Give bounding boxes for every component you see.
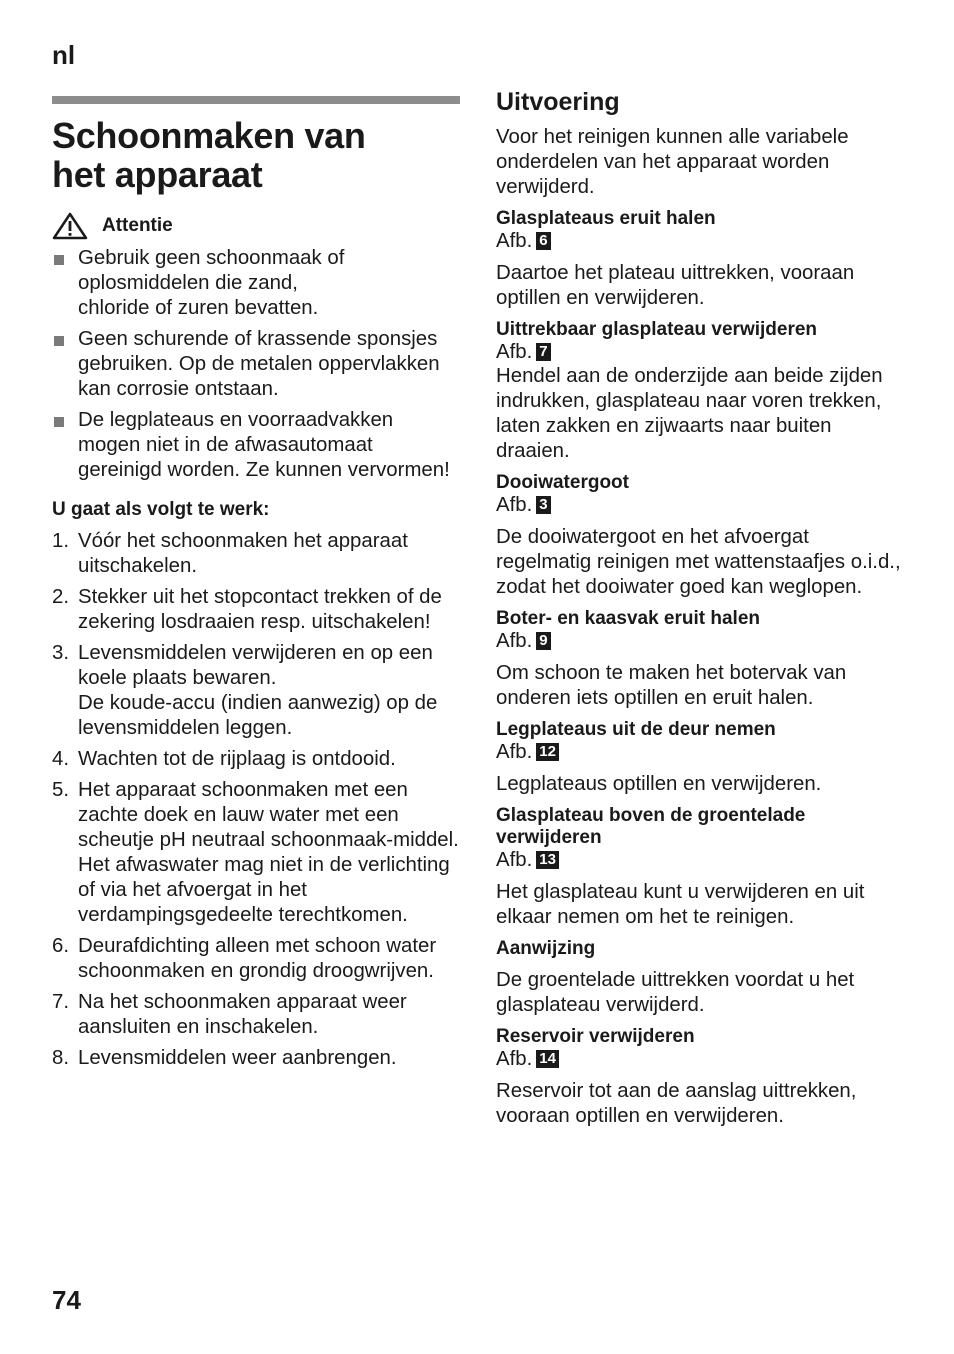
figure-number-badge: 6	[536, 232, 550, 250]
step-text: Wachten tot de rijplaag is ontdooid.	[78, 748, 396, 770]
step-number: 2.	[52, 586, 70, 608]
afb-label: Afb.	[496, 1048, 533, 1070]
step-item	[52, 1046, 460, 1071]
step-item	[52, 529, 460, 579]
note-title: Aanwijzing	[496, 938, 596, 959]
step-number: 1.	[52, 530, 70, 552]
step-item	[52, 778, 460, 928]
figure-number-badge: 7	[536, 343, 550, 361]
procedure-block	[496, 719, 906, 797]
procedure-block	[496, 208, 906, 311]
warning-item	[52, 246, 460, 321]
note-block	[496, 938, 906, 1018]
step-text: Het apparaat schoonmaken met een zachte doek en lauw water met een scheutje pH neutraal schoonmaak-middel. Het afwaswater mag niet in de verlichting of via het afvoergat in het verdampingsgedeelte terechtkomen.	[78, 779, 459, 926]
step-text: Deurafdichting alleen met schoon water schoonmaken en grondig droogwrijven.	[78, 935, 437, 982]
warning-list	[52, 246, 460, 483]
page-title: Schoonmaken van het apparaat	[52, 115, 366, 195]
step-item	[52, 934, 460, 984]
page-number: 74	[52, 1285, 81, 1315]
afb-label: Afb.	[496, 741, 533, 763]
note-text: De groentelade uittrekken voordat u het glasplateau verwijderd.	[496, 969, 855, 1016]
step-text: Na het schoonmaken apparaat weer aansluiten en inschakelen.	[78, 991, 407, 1038]
procedure-block	[496, 472, 906, 600]
procedure-block	[496, 805, 906, 930]
section-heading: Uitvoering	[496, 88, 620, 116]
procedure-title: Reservoir verwijderen	[496, 1026, 695, 1047]
step-number: 6.	[52, 935, 70, 957]
bullet-square-icon	[54, 255, 64, 265]
warning-triangle-icon	[52, 212, 88, 240]
procedure-title: Uittrekbaar glasplateau verwijderen	[496, 319, 818, 340]
procedure-text: Daartoe het plateau uittrekken, vooraan optillen en verwijderen.	[496, 262, 855, 309]
procedure-title: Boter- en kaasvak eruit halen	[496, 608, 760, 629]
procedure-text: Reservoir tot aan de aanslag uittrekken, vooraan optillen en verwijderen.	[496, 1080, 857, 1127]
warning-text: Gebruik geen schoonmaak of oplosmiddelen die zand, chloride of zuren bevatten.	[78, 247, 345, 319]
figure-reference	[496, 341, 906, 364]
afb-label: Afb.	[496, 849, 533, 871]
steps-heading: U gaat als volgt te werk:	[52, 499, 270, 520]
step-number: 7.	[52, 991, 70, 1013]
step-item	[52, 747, 460, 772]
procedure-text: De dooiwatergoot en het afvoergat regelmatig reinigen met wattenstaafjes o.i.d., zodat het dooiwater goed kan weglopen.	[496, 526, 901, 598]
procedure-text: Hendel aan de onderzijde aan beide zijden indrukken, glasplateau naar voren trekken, laten zakken en zijwaarts naar buiten draaien.	[496, 365, 883, 462]
figure-reference	[496, 1048, 906, 1071]
language-code: nl	[52, 40, 76, 70]
title-rule	[52, 96, 460, 104]
figure-number-badge: 9	[536, 632, 550, 650]
step-item	[52, 641, 460, 741]
step-text: Levensmiddelen weer aanbrengen.	[78, 1047, 397, 1069]
figure-reference	[496, 630, 906, 653]
figure-reference	[496, 230, 906, 253]
warning-text: De legplateaus en voorraadvakken mogen niet in de afwasautomaat gereinigd worden. Ze kunnen vervormen!	[78, 409, 450, 481]
step-number: 5.	[52, 779, 70, 801]
warning-item	[52, 408, 460, 483]
warning-item	[52, 327, 460, 402]
figure-reference	[496, 494, 906, 517]
procedure-title: Dooiwatergoot	[496, 472, 629, 493]
procedure-block	[496, 1026, 906, 1129]
left-column	[52, 96, 460, 1077]
afb-label: Afb.	[496, 494, 533, 516]
procedure-title: Legplateaus uit de deur nemen	[496, 719, 776, 740]
intro-text: Voor het reinigen kunnen alle variabele onderdelen van het apparaat worden verwijderd.	[496, 126, 849, 198]
procedure-title: Glasplateau boven de groentelade verwijderen	[496, 805, 806, 848]
afb-label: Afb.	[496, 230, 533, 252]
attention-label: Attentie	[102, 215, 173, 236]
step-text: Vóór het schoonmaken het apparaat uitschakelen.	[78, 530, 408, 577]
step-item	[52, 990, 460, 1040]
procedure-block	[496, 608, 906, 711]
right-column	[496, 88, 906, 1129]
figure-reference	[496, 741, 906, 764]
afb-label: Afb.	[496, 341, 533, 363]
step-number: 3.	[52, 642, 70, 664]
step-item	[52, 585, 460, 635]
procedure-title: Glasplateaus eruit halen	[496, 208, 716, 229]
figure-number-badge: 12	[536, 743, 559, 761]
steps-list	[52, 529, 460, 1071]
afb-label: Afb.	[496, 630, 533, 652]
warning-text: Geen schurende of krassende sponsjes gebruiken. Op de metalen oppervlakken kan corrosie ontstaan.	[78, 328, 440, 400]
procedure-text: Legplateaus optillen en verwijderen.	[496, 773, 822, 795]
procedure-block	[496, 319, 906, 464]
step-number: 4.	[52, 748, 70, 770]
procedure-text: Het glasplateau kunt u verwijderen en uit elkaar nemen om het te reinigen.	[496, 881, 865, 928]
step-text: Stekker uit het stopcontact trekken of de zekering losdraaien resp. uitschakelen!	[78, 586, 442, 633]
figure-number-badge: 14	[536, 1050, 559, 1068]
bullet-square-icon	[54, 417, 64, 427]
bullet-square-icon	[54, 336, 64, 346]
figure-number-badge: 3	[536, 496, 550, 514]
step-text: Levensmiddelen verwijderen en op een koele plaats bewaren. De koude-accu (indien aanwezig) op de levensmiddelen leggen.	[78, 642, 438, 739]
step-number: 8.	[52, 1047, 70, 1069]
procedure-text: Om schoon te maken het botervak van onderen iets optillen en eruit halen.	[496, 662, 847, 709]
figure-number-badge: 13	[536, 851, 559, 869]
figure-reference	[496, 849, 906, 872]
attention-heading	[52, 212, 460, 240]
